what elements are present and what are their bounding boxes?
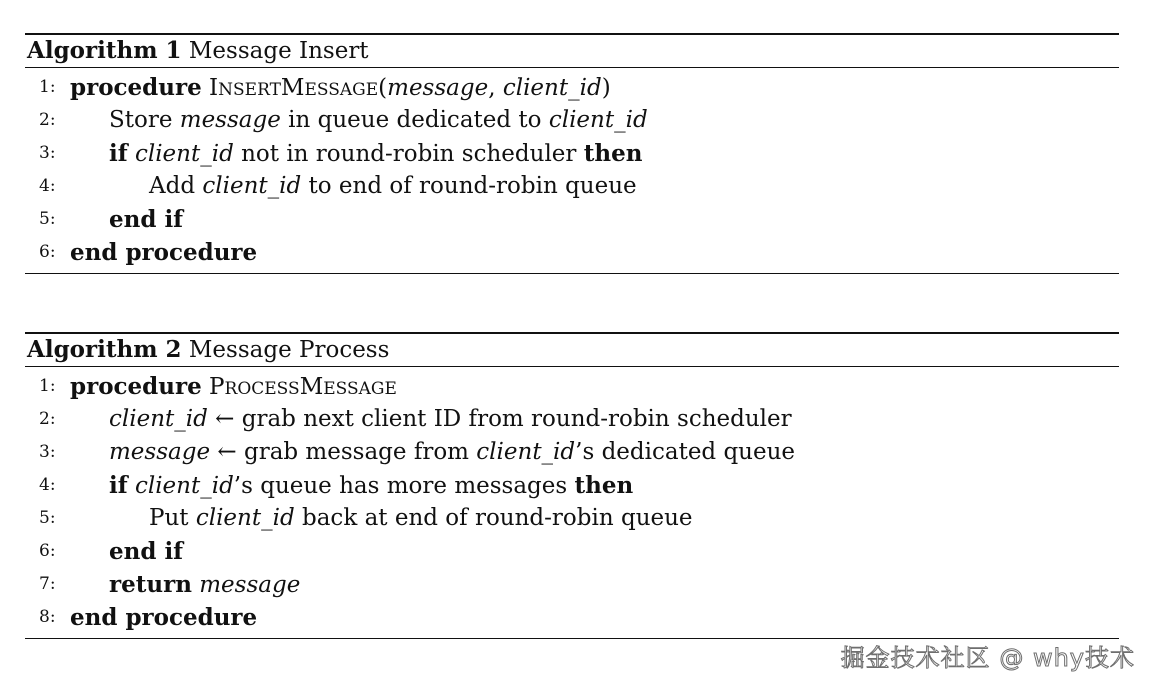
code-text: ’s dedicated queue: [575, 439, 796, 465]
algorithm-name: Message Process: [188, 337, 390, 363]
line-number: 3:: [39, 442, 56, 462]
variable: client_id: [109, 406, 208, 432]
variable: client_id: [476, 439, 576, 465]
variable: message: [179, 107, 281, 133]
code-text: Put: [149, 505, 196, 531]
bottom-rule: [25, 273, 1119, 274]
variable: client_id: [134, 473, 234, 499]
procedure-name: INSERTMESSAGE: [209, 75, 379, 101]
code-line: [25, 535, 1119, 568]
line-number: 5:: [39, 209, 56, 229]
variable: client_id: [202, 173, 302, 199]
line-number: 1:: [39, 376, 56, 396]
keyword: end if: [109, 206, 184, 233]
code-line: [25, 137, 1119, 170]
algorithm-caption: [25, 35, 1119, 67]
code-line: [25, 502, 1119, 535]
line-number: 4:: [39, 475, 56, 495]
algorithm-label: Algorithm 1: [27, 37, 182, 64]
code-text: ← grab message from: [210, 439, 477, 465]
algorithm-2-block: [25, 332, 1119, 639]
algorithm-caption: [25, 334, 1119, 366]
param-separator: ,: [488, 75, 503, 101]
code-text: to end of round-robin queue: [301, 173, 637, 199]
algorithm-name: Message Insert: [188, 38, 369, 64]
variable: client_id: [134, 141, 234, 167]
code-line: [25, 71, 1119, 104]
line-number: 5:: [39, 508, 56, 528]
watermark: 掘金技术社区 @ why技术: [840, 644, 1135, 672]
keyword: end procedure: [70, 239, 258, 266]
code-line: [25, 469, 1119, 502]
keyword: if: [109, 472, 128, 499]
keyword: end if: [109, 538, 184, 565]
line-number: 6:: [39, 242, 56, 262]
code-line: [25, 568, 1119, 601]
code-line: [25, 104, 1119, 137]
code-line: [25, 236, 1119, 269]
line-number: 2:: [39, 409, 56, 429]
code-line: [25, 601, 1119, 634]
code-line: [25, 403, 1119, 436]
algorithm-body: [25, 68, 1119, 273]
code-text: not in round-robin scheduler: [233, 141, 584, 167]
variable: message: [199, 572, 301, 598]
code-line: [25, 436, 1119, 469]
param: client_id: [502, 75, 602, 101]
paren-open: (: [378, 75, 388, 101]
keyword: return: [109, 571, 192, 598]
variable: message: [109, 439, 211, 465]
code-text: Store: [109, 107, 180, 133]
line-number: 7:: [39, 574, 56, 594]
code-text: in queue dedicated to: [280, 107, 549, 133]
code-line: [25, 170, 1119, 203]
line-number: 6:: [39, 541, 56, 561]
variable: client_id: [548, 107, 648, 133]
line-number: 4:: [39, 176, 56, 196]
keyword: procedure: [70, 373, 202, 400]
line-number: 8:: [39, 607, 56, 627]
line-number: 1:: [39, 77, 56, 97]
variable: client_id: [195, 505, 295, 531]
line-number: 2:: [39, 110, 56, 130]
code-text: back at end of round-robin queue: [294, 505, 693, 531]
keyword: end procedure: [70, 604, 258, 631]
algorithm-label: Algorithm 2: [27, 336, 182, 363]
line-number: 3:: [39, 143, 56, 163]
keyword: procedure: [70, 74, 202, 101]
code-text: ← grab next client ID from round-robin scheduler: [207, 406, 792, 432]
algorithm-body: [25, 367, 1119, 638]
param: message: [387, 75, 489, 101]
code-line: [25, 370, 1119, 403]
paren-close: ): [601, 75, 611, 101]
code-text: ’s queue has more messages: [233, 473, 575, 499]
code-text: Add: [149, 173, 203, 199]
keyword: if: [109, 140, 128, 167]
code-line: [25, 203, 1119, 236]
keyword: then: [574, 472, 634, 499]
algorithm-1-block: [25, 33, 1119, 274]
keyword: then: [583, 140, 643, 167]
procedure-name: PROCESSMESSAGE: [209, 374, 397, 400]
